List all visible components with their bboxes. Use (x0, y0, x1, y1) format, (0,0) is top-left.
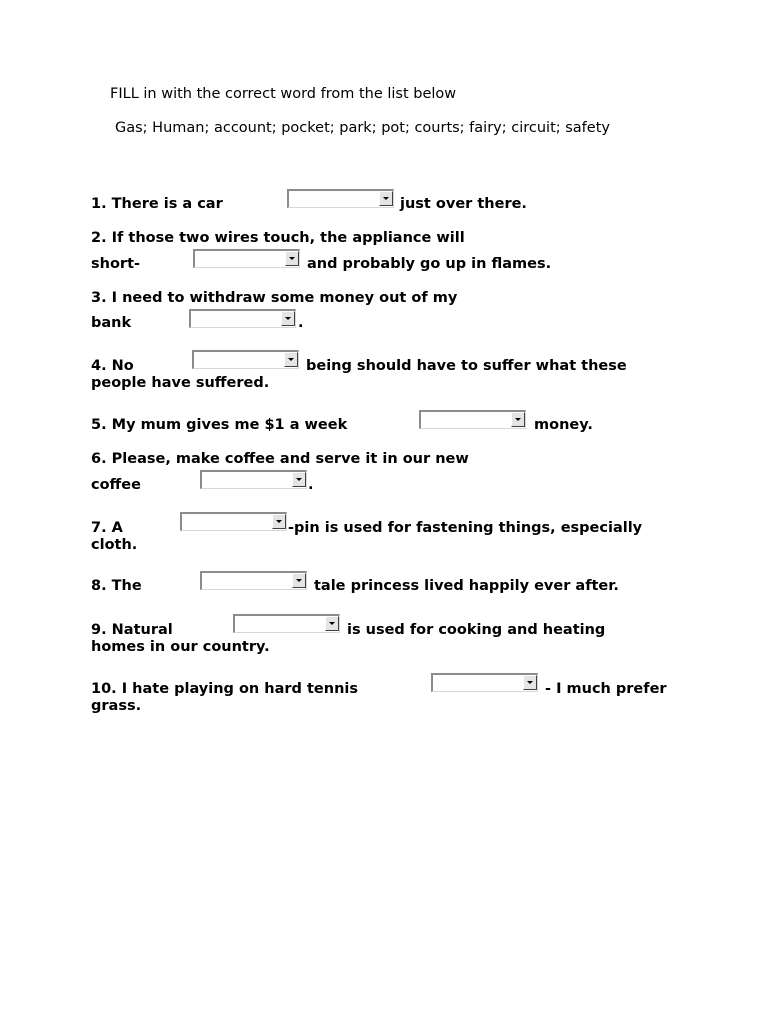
question-text: 9. Natural (91, 622, 173, 638)
question-text: is used for cooking and heating (347, 622, 606, 638)
answer-dropdown-1[interactable] (287, 189, 394, 208)
answer-dropdown-9[interactable] (233, 614, 340, 633)
question-text: . (298, 315, 304, 331)
dropdown-arrow-icon[interactable] (325, 616, 339, 631)
question-text: . (308, 477, 314, 493)
question-text: homes in our country. (91, 639, 270, 655)
question-text: - I much prefer (545, 681, 667, 697)
answer-dropdown-3[interactable] (189, 309, 296, 328)
question-text: 3. I need to withdraw some money out of my (91, 290, 458, 306)
question-text: -pin is used for fastening things, especially (288, 520, 643, 536)
question-text: 10. I hate playing on hard tennis (91, 681, 358, 697)
question-text: coffee (91, 477, 141, 493)
answer-dropdown-5[interactable] (419, 410, 526, 429)
question-text: just over there. (400, 196, 527, 212)
question-text: 4. No (91, 358, 134, 374)
dropdown-arrow-icon[interactable] (284, 352, 298, 367)
question-text: 1. There is a car (91, 196, 223, 212)
question-text: money. (534, 417, 593, 433)
question-text: bank (91, 315, 132, 331)
dropdown-arrow-icon[interactable] (285, 251, 299, 266)
question-text: 5. My mum gives me $1 a week (91, 417, 348, 433)
answer-dropdown-8[interactable] (200, 571, 307, 590)
answer-dropdown-10[interactable] (431, 673, 538, 692)
dropdown-arrow-icon[interactable] (281, 311, 295, 326)
dropdown-arrow-icon[interactable] (292, 472, 306, 487)
dropdown-arrow-icon[interactable] (272, 514, 286, 529)
dropdown-arrow-icon[interactable] (523, 675, 537, 690)
question-text: people have suffered. (91, 375, 270, 391)
answer-dropdown-6[interactable] (200, 470, 307, 489)
question-text: tale princess lived happily ever after. (314, 578, 619, 594)
question-text: grass. (91, 698, 142, 714)
dropdown-arrow-icon[interactable] (292, 573, 306, 588)
answer-dropdown-2[interactable] (193, 249, 300, 268)
question-text: short- (91, 256, 141, 272)
question-text: 2. If those two wires touch, the appliance will (91, 230, 465, 246)
question-text: 8. The (91, 578, 142, 594)
question-text: cloth. (91, 537, 138, 553)
instructions-heading: FILL in with the correct word from the list below (110, 86, 457, 102)
question-text: 6. Please, make coffee and serve it in our new (91, 451, 469, 467)
dropdown-arrow-icon[interactable] (511, 412, 525, 427)
dropdown-arrow-icon[interactable] (379, 191, 393, 206)
word-list: Gas; Human; account; pocket; park; pot; courts; fairy; circuit; safety (115, 120, 610, 136)
answer-dropdown-7[interactable] (180, 512, 287, 531)
question-text: and probably go up in flames. (307, 256, 552, 272)
question-text: 7. A (91, 520, 123, 536)
answer-dropdown-4[interactable] (192, 350, 299, 369)
question-text: being should have to suffer what these (306, 358, 627, 374)
